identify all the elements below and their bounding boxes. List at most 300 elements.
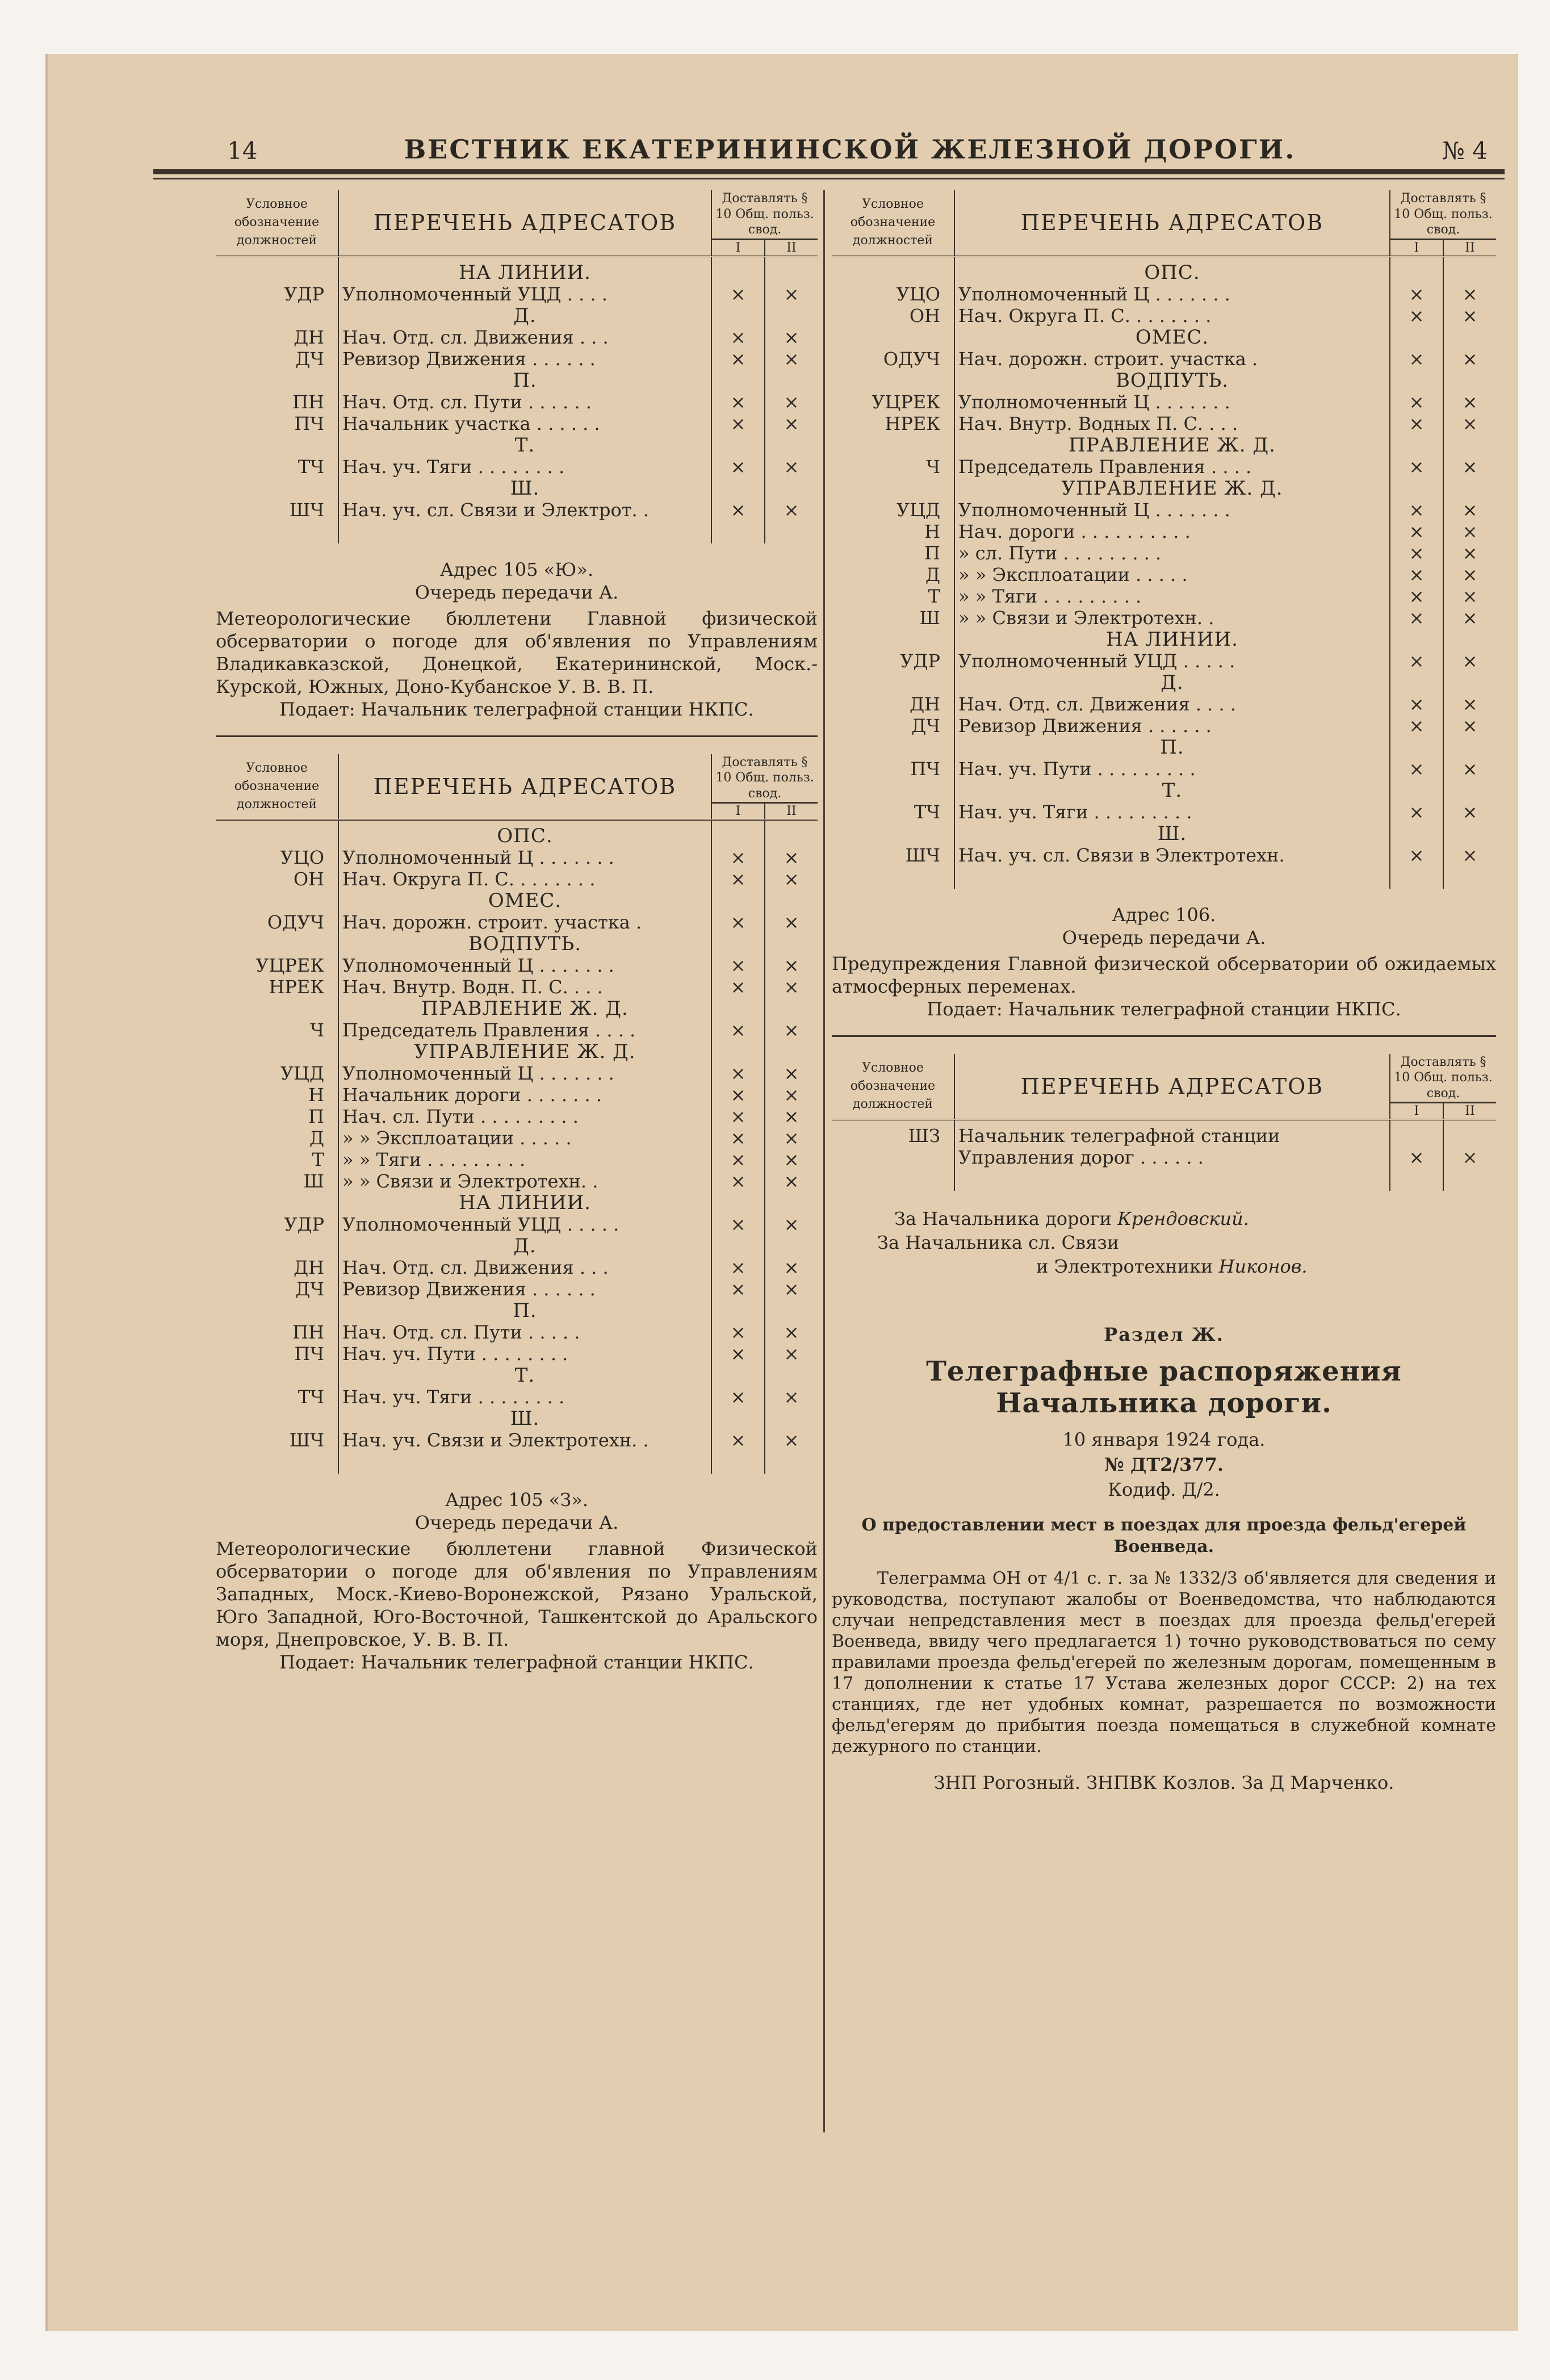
section-heading: Д. — [338, 1235, 711, 1257]
mark-cell — [1390, 823, 1443, 844]
table-row — [832, 348, 1496, 370]
mark-i-cell: × — [1390, 693, 1443, 715]
table-row — [216, 1257, 818, 1278]
code-cell: П — [216, 1106, 338, 1127]
mark-i-cell: × — [1390, 758, 1443, 780]
code-header: Условное обозначение должностей — [216, 754, 338, 820]
mark-i-cell: × — [1390, 391, 1443, 413]
order-number: № ДТ2/377. — [1104, 1454, 1224, 1475]
mark-ii-cell: × — [1462, 391, 1478, 413]
table-spacer-row — [832, 866, 1496, 889]
page-number: 14 — [227, 137, 258, 165]
deliver-header: Доставлять § 10 Общ. польз. свод. — [711, 754, 818, 803]
section-heading: ВОДПУТЬ. — [954, 370, 1390, 391]
mark-cell — [765, 478, 818, 499]
addressee-cell: Уполномоченный УЦД . . . . . — [954, 650, 1390, 672]
table-section-row — [216, 1041, 818, 1063]
list-header: ПЕРЕЧЕНЬ АДРЕСАТОВ — [954, 1054, 1390, 1120]
mark-cell — [1390, 370, 1443, 391]
table-section-row — [832, 256, 1496, 283]
section-heading: ПРАВЛЕНИЕ Ж. Д. — [338, 998, 711, 1019]
mark-i-cell: × — [711, 1019, 765, 1041]
mark-i-cell: × — [711, 868, 765, 890]
table-row — [832, 1120, 1496, 1147]
addressee-cell: Нач. Внутр. Водных П. С. . . . — [954, 413, 1390, 434]
mark-cell — [711, 434, 765, 456]
code-header: Условное обозначение должностей — [832, 1054, 954, 1120]
code-cell — [832, 629, 954, 650]
mark-ii-cell: × — [784, 1257, 799, 1278]
mark-cell — [711, 998, 765, 1019]
mark-ii-cell: × — [784, 976, 799, 998]
table-row — [216, 1386, 818, 1408]
code-cell — [832, 478, 954, 499]
mark-i-cell: × — [711, 955, 765, 976]
mark-ii-cell: × — [1462, 693, 1478, 715]
table-row — [832, 1147, 1496, 1168]
code-cell: П — [832, 542, 954, 564]
table-section-row — [216, 1192, 818, 1214]
table-row — [832, 499, 1496, 521]
addressee-cell: Уполномоченный УЦД . . . . — [338, 283, 711, 305]
addressee-cell: Нач. уч. Тяги . . . . . . . . — [338, 456, 711, 478]
signoff-line — [1036, 1254, 1496, 1278]
mark-ii-cell: × — [784, 283, 799, 305]
mark-ii-cell: × — [784, 955, 799, 976]
code-cell: Ш — [832, 607, 954, 629]
table-row — [832, 564, 1496, 585]
table-section-row — [216, 1235, 818, 1257]
addressee-cell: Начальник участка . . . . . . — [338, 413, 711, 434]
addressee-cell: Нач. уч. Тяги . . . . . . . . . — [954, 801, 1390, 823]
addressee-cell: Председатель Правления . . . . — [338, 1019, 711, 1041]
mark-i-cell: × — [711, 1278, 765, 1300]
mark-ii-cell: × — [784, 1278, 799, 1300]
mark-i-cell: × — [711, 911, 765, 933]
mark-cell — [1390, 629, 1443, 650]
table-section-row — [832, 629, 1496, 650]
table-row — [832, 456, 1496, 478]
mark-cell — [765, 1365, 818, 1386]
mark-i-cell: × — [711, 1386, 765, 1408]
mark-ii-cell — [1443, 1120, 1496, 1147]
mark-cell — [1443, 370, 1496, 391]
mark-i-cell: × — [711, 976, 765, 998]
order-meta — [832, 1427, 1496, 1502]
col-ii-header: II — [1443, 1103, 1496, 1120]
mark-ii-cell: × — [784, 1149, 799, 1170]
notice-queue: Очередь передачи А. — [414, 581, 619, 603]
section-heading: Ш. — [954, 823, 1390, 844]
table-section-row — [216, 305, 818, 327]
addressee-cell: Нач. Округа П. С. . . . . . . . — [954, 305, 1390, 327]
mark-i-cell: × — [711, 847, 765, 868]
mark-cell — [1443, 478, 1496, 499]
notice-body: Предупреждения Главной физической обсерватории об ожидаемых атмосферных переменах. — [832, 952, 1496, 997]
addressee-cell: Нач. сл. Пути . . . . . . . . . — [338, 1106, 711, 1127]
code-cell — [216, 1041, 338, 1063]
table-row — [216, 1149, 818, 1170]
addressee-cell: Уполномоченный Ц . . . . . . . — [338, 847, 711, 868]
mark-i-cell: × — [1390, 607, 1443, 629]
table-row — [216, 1106, 818, 1127]
code-cell: ОДУЧ — [832, 348, 954, 370]
code-cell: ДЧ — [216, 348, 338, 370]
mark-ii-cell: × — [784, 1170, 799, 1192]
code-cell — [216, 478, 338, 499]
addressee-cell: Уполномоченный Ц . . . . . . . — [954, 283, 1390, 305]
code-cell — [832, 327, 954, 348]
mark-i-cell: × — [711, 1149, 765, 1170]
mark-cell — [711, 1300, 765, 1321]
code-cell — [216, 998, 338, 1019]
mark-cell — [765, 1408, 818, 1429]
mark-cell — [1443, 823, 1496, 844]
code-cell: НРЕК — [216, 976, 338, 998]
code-cell: Ч — [832, 456, 954, 478]
order-codif: Кодиф. Д/2. — [1108, 1479, 1220, 1500]
table-row — [216, 1170, 818, 1192]
table-row — [832, 542, 1496, 564]
addressee-cell: » сл. Пути . . . . . . . . . — [954, 542, 1390, 564]
code-cell — [216, 305, 338, 327]
code-cell: ОН — [832, 305, 954, 327]
notice-submit: Подает: Начальник телеграфной станции НКПС. — [927, 998, 1401, 1020]
table-row — [216, 1321, 818, 1343]
code-cell — [216, 890, 338, 911]
mark-cell — [765, 1235, 818, 1257]
mark-ii-cell: × — [1462, 801, 1478, 823]
right-column — [832, 190, 1496, 1793]
mark-cell — [765, 434, 818, 456]
signoff — [877, 1207, 1496, 1278]
addressee-cell: Нач. уч. Связи и Электротехн. . — [338, 1429, 711, 1451]
mark-ii-cell: × — [784, 1343, 799, 1365]
mark-i-cell: × — [1390, 499, 1443, 521]
table-spacer-row — [832, 1168, 1496, 1191]
code-cell: Д — [832, 564, 954, 585]
addressee-cell: Нач. Отд. сл. Движения . . . — [338, 327, 711, 348]
table-row — [216, 456, 818, 478]
table-row — [832, 650, 1496, 672]
mark-ii-cell: × — [784, 911, 799, 933]
mark-ii-cell: × — [784, 1429, 799, 1451]
table-section-row — [832, 780, 1496, 801]
table-section-row — [216, 1300, 818, 1321]
table-row — [216, 911, 818, 933]
col-i-header: I — [711, 803, 765, 820]
mark-cell — [765, 933, 818, 955]
addressee-table — [832, 190, 1496, 889]
mark-i-cell: × — [1390, 521, 1443, 542]
mark-ii-cell: × — [784, 326, 799, 348]
mark-cell — [1390, 434, 1443, 456]
code-cell: ДН — [216, 1257, 338, 1278]
section-heading: ПРАВЛЕНИЕ Ж. Д. — [954, 434, 1390, 456]
mark-cell — [1443, 672, 1496, 693]
section-heading: Т. — [338, 434, 711, 456]
mark-cell — [711, 305, 765, 327]
mark-i-cell: × — [1390, 585, 1443, 607]
addressee-cell: Нач. Отд. сл. Пути . . . . . . — [338, 391, 711, 413]
mark-i-cell: × — [711, 1257, 765, 1278]
mark-cell — [1390, 478, 1443, 499]
addressee-cell: Нач. дороги . . . . . . . . . . — [954, 521, 1390, 542]
addressee-cell: Ревизор Движения . . . . . . — [954, 715, 1390, 737]
col-i-header: I — [1390, 1103, 1443, 1120]
list-header: ПЕРЕЧЕНЬ АДРЕСАТОВ — [338, 190, 711, 256]
code-cell: Ш — [216, 1170, 338, 1192]
addressee-cell: Нач. уч. сл. Связи в Электротехн. — [954, 844, 1390, 866]
code-cell: УЦРЕК — [832, 391, 954, 413]
addressee-cell: Ревизор Движения . . . . . . — [338, 1278, 711, 1300]
mark-ii-cell: × — [1462, 650, 1478, 672]
mark-cell — [711, 933, 765, 955]
table-section-row — [216, 1408, 818, 1429]
mark-ii-cell: × — [1462, 348, 1478, 370]
table-row — [216, 1214, 818, 1235]
mark-ii-cell: × — [1462, 520, 1478, 542]
addressee-cell: Председатель Правления . . . . — [954, 456, 1390, 478]
mark-i-cell: × — [711, 348, 765, 370]
table-row — [216, 413, 818, 434]
col-ii-header: II — [765, 803, 818, 820]
mark-ii-cell: × — [784, 499, 799, 521]
notice-body: Метеорологические бюллетени главной Физической обсерватории о погоде для об'явления по Управлениям Западных, Моск.-Киево-Воронежской, Рязано Уральской, Юго Западной, Юго-Восточной, Ташкентской до Аральского моря, Днепровское, У. В. В. П. — [216, 1538, 818, 1650]
mark-cell — [765, 305, 818, 327]
mark-cell — [765, 1192, 818, 1214]
mark-ii-cell: × — [1462, 563, 1478, 585]
mark-cell — [711, 1235, 765, 1257]
table-row — [216, 1127, 818, 1149]
mark-cell — [765, 998, 818, 1019]
code-cell: ПЧ — [216, 1343, 338, 1365]
mark-ii-cell: × — [784, 1127, 799, 1149]
mark-i-cell: × — [1390, 348, 1443, 370]
header-rule — [153, 178, 1505, 179]
code-cell — [216, 1365, 338, 1386]
signoff-text: За Начальника дороги — [894, 1208, 1112, 1229]
mark-i-cell: × — [711, 1343, 765, 1365]
table-row — [832, 391, 1496, 413]
notice-address: Адрес 105 «Ю». — [439, 558, 594, 580]
code-cell — [832, 370, 954, 391]
section-label: Раздел Ж. — [1104, 1324, 1224, 1345]
addressee-cell: Нач. Округа П. С. . . . . . . . — [338, 868, 711, 890]
mark-cell — [711, 820, 765, 847]
mark-cell — [711, 1365, 765, 1386]
mark-ii-cell: × — [784, 1106, 799, 1127]
mark-cell — [765, 370, 818, 391]
section-heading: Ш. — [338, 1408, 711, 1429]
code-cell: УДР — [216, 1214, 338, 1235]
table-row — [216, 955, 818, 976]
list-header: ПЕРЕЧЕНЬ АДРЕСАТОВ — [954, 190, 1390, 256]
addressee-cell: Нач. дорожн. строит. участка . — [338, 911, 711, 933]
table-spacer-row — [216, 521, 818, 543]
mark-cell — [1443, 737, 1496, 758]
addressee-table — [216, 754, 818, 1474]
table-section-row — [832, 672, 1496, 693]
mark-i-cell: × — [711, 391, 765, 413]
table-row — [216, 391, 818, 413]
issue-number: № 4 — [1442, 137, 1488, 165]
code-cell — [832, 434, 954, 456]
section-heading: ОМЕС. — [338, 890, 711, 911]
mark-cell — [1390, 780, 1443, 801]
mark-i-cell: × — [711, 1214, 765, 1235]
mark-cell — [1443, 780, 1496, 801]
table-row — [832, 413, 1496, 434]
mark-ii-cell: × — [1462, 412, 1478, 434]
page-header — [153, 125, 1505, 174]
code-cell: ШЗ — [832, 1120, 954, 1147]
notice-address-105-yu — [216, 558, 818, 721]
mark-cell — [765, 820, 818, 847]
table-row — [216, 1063, 818, 1084]
table-section-row — [216, 933, 818, 955]
mark-i-cell: × — [711, 283, 765, 305]
code-cell — [216, 434, 338, 456]
code-cell — [216, 933, 338, 955]
mark-cell — [765, 1041, 818, 1063]
mark-i-cell: × — [1390, 1147, 1443, 1168]
mark-ii-cell: × — [784, 455, 799, 478]
table-section-row — [216, 890, 818, 911]
col-i-header: I — [1390, 239, 1443, 256]
mark-i-cell: × — [711, 1127, 765, 1149]
mark-cell — [1443, 327, 1496, 348]
signoff-name: Крендовский. — [1117, 1208, 1249, 1229]
mark-cell — [1443, 629, 1496, 650]
code-cell — [832, 737, 954, 758]
table-row — [216, 868, 818, 890]
code-cell: ШЧ — [832, 844, 954, 866]
table-row — [832, 715, 1496, 737]
section-heading: ОПС. — [338, 820, 711, 847]
mark-cell — [711, 370, 765, 391]
addressee-cell: » » Связи и Электротехн. . — [954, 607, 1390, 629]
code-cell: Н — [216, 1084, 338, 1106]
mark-i-cell: × — [711, 327, 765, 348]
mark-cell — [765, 890, 818, 911]
table-section-row — [216, 478, 818, 499]
code-header: Условное обозначение должностей — [216, 190, 338, 256]
addressee-cell: » » Тяги . . . . . . . . . — [338, 1149, 711, 1170]
code-cell: УЦРЕК — [216, 955, 338, 976]
table-row — [216, 1429, 818, 1451]
mark-i-cell: × — [1390, 801, 1443, 823]
addressee-cell: Нач. уч. Тяги . . . . . . . . — [338, 1386, 711, 1408]
mark-i-cell — [1390, 1120, 1443, 1147]
mark-cell — [711, 1041, 765, 1063]
table-row — [832, 693, 1496, 715]
notice-submit: Подает: Начальник телеграфной станции НКПС. — [279, 698, 754, 720]
section-heading: Д. — [338, 305, 711, 327]
table-section-row — [832, 823, 1496, 844]
code-cell: ШЧ — [216, 499, 338, 521]
code-cell — [216, 256, 338, 283]
section-heading: Т. — [338, 1365, 711, 1386]
signoff-name: Никонов. — [1218, 1256, 1308, 1277]
section-heading: Ш. — [338, 478, 711, 499]
table-row — [216, 499, 818, 521]
table-row — [832, 801, 1496, 823]
table-section-row — [216, 370, 818, 391]
mark-cell — [711, 256, 765, 283]
code-cell: УДР — [832, 650, 954, 672]
deliver-header: Доставлять § 10 Общ. польз. свод. — [1390, 1054, 1496, 1103]
table-row — [832, 521, 1496, 542]
notice-address: Адрес 106. — [1112, 904, 1216, 926]
code-cell — [216, 1408, 338, 1429]
addressee-cell: » » Тяги . . . . . . . . . — [954, 585, 1390, 607]
addressee-cell: Нач. Внутр. Водн. П. С. . . . — [338, 976, 711, 998]
code-cell — [216, 1235, 338, 1257]
code-cell: ДН — [832, 693, 954, 715]
notice-queue: Очередь передачи А. — [1062, 926, 1266, 948]
code-cell: Т — [832, 585, 954, 607]
mark-cell — [711, 1408, 765, 1429]
code-cell: ДН — [216, 327, 338, 348]
code-cell: ПН — [216, 1321, 338, 1343]
mark-ii-cell: × — [1462, 714, 1478, 737]
notice-address-105-z — [216, 1488, 818, 1674]
code-cell — [832, 823, 954, 844]
table-section-row — [832, 478, 1496, 499]
mark-ii-cell: × — [1462, 283, 1478, 305]
addressee-cell: Ревизор Движения . . . . . . — [338, 348, 711, 370]
code-cell: НРЕК — [832, 413, 954, 434]
journal-title: ВЕСТНИК ЕКАТЕРИНИНСКОЙ ЖЕЛЕЗНОЙ ДОРОГИ. — [404, 134, 1296, 165]
code-cell: ШЧ — [216, 1429, 338, 1451]
addressee-cell: Уполномоченный УЦД . . . . . — [338, 1214, 711, 1235]
mark-ii-cell: × — [1462, 304, 1478, 327]
section-heading: ВОДПУТЬ. — [338, 933, 711, 955]
table-row — [832, 607, 1496, 629]
section-heading: УПРАВЛЕНИЕ Ж. Д. — [954, 478, 1390, 499]
mark-ii-cell: × — [784, 412, 799, 434]
table-section-row — [832, 327, 1496, 348]
code-cell: УДР — [216, 283, 338, 305]
section-heading: Д. — [954, 672, 1390, 693]
mark-i-cell: × — [1390, 715, 1443, 737]
table-row — [216, 976, 818, 998]
divider — [216, 735, 818, 737]
notice-address-106 — [832, 904, 1496, 1020]
mark-ii-cell: × — [784, 348, 799, 370]
mark-i-cell: × — [711, 1106, 765, 1127]
column-divider — [823, 190, 825, 2132]
table-section-row — [216, 434, 818, 456]
code-cell: ТЧ — [216, 456, 338, 478]
mark-cell — [711, 478, 765, 499]
mark-i-cell: × — [711, 1321, 765, 1343]
deliver-header: Доставлять § 10 Общ. польз. свод. — [711, 190, 818, 239]
table-row — [832, 844, 1496, 866]
mark-cell — [1390, 737, 1443, 758]
mark-cell — [765, 1300, 818, 1321]
code-header: Условное обозначение должностей — [832, 190, 954, 256]
addressee-cell: Начальник дороги . . . . . . . — [338, 1084, 711, 1106]
mark-ii-cell: × — [784, 1084, 799, 1106]
mark-i-cell: × — [1390, 844, 1443, 866]
section-heading: ОМЕС. — [954, 327, 1390, 348]
section-heading: НА ЛИНИИ. — [338, 256, 711, 283]
table-row — [832, 758, 1496, 780]
mark-cell — [1390, 672, 1443, 693]
code-cell — [832, 672, 954, 693]
